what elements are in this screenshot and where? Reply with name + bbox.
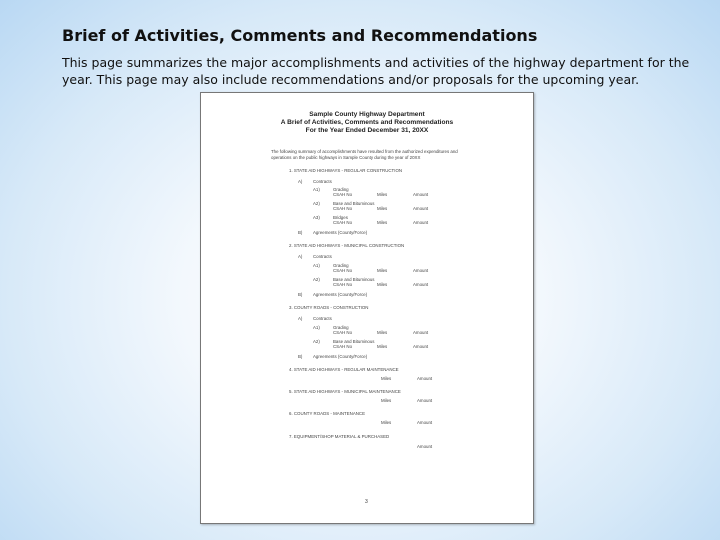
doc-s3-a1: A1) bbox=[313, 325, 320, 330]
doc-section-6: 6. COUNTY ROADS - MAINTENANCE bbox=[289, 411, 366, 416]
description-line-2: year. This page may also include recommendations and/or proposals for the upcoming year. bbox=[62, 72, 640, 87]
doc-s7-amount: Amount bbox=[417, 444, 433, 449]
doc-s1-a1-text1: Grading bbox=[333, 187, 349, 192]
doc-s3-a2: A2) bbox=[313, 339, 320, 344]
doc-s1-a2-text1: Base and Bituminous bbox=[333, 201, 375, 206]
doc-s3-contracts: Contracts bbox=[313, 316, 332, 321]
doc-s3-a1-amount: Amount bbox=[413, 330, 429, 335]
doc-s1-a3-text2: CSAH No bbox=[333, 220, 353, 225]
doc-s1-a1-amount: Amount bbox=[413, 192, 429, 197]
doc-section-5: 5. STATE AID HIGHWAYS - MUNICIPAL MAINTENANCE bbox=[289, 389, 401, 394]
doc-intro-line-1: The following summary of accomplishments have resulted from the authorized expenditures and bbox=[271, 149, 458, 154]
doc-s1-a1-miles: Miles bbox=[377, 192, 388, 197]
doc-s2-a2: A2) bbox=[313, 277, 320, 282]
doc-s3-a2-text1: Base and Bituminous bbox=[333, 339, 375, 344]
doc-s3-agreements: Agreements (County/Force) bbox=[313, 354, 368, 359]
doc-s3-a1-text1: Grading bbox=[333, 325, 349, 330]
doc-s6-miles: Miles bbox=[381, 420, 392, 425]
doc-s2-a2-text1: Base and Bituminous bbox=[333, 277, 375, 282]
doc-s6-amount: Amount bbox=[417, 420, 433, 425]
doc-s2-b: B) bbox=[298, 292, 303, 297]
doc-section-7: 7. EQUIPMENT/SHOP MATERIAL & PURCHASED bbox=[289, 434, 390, 439]
doc-s4-miles: Miles bbox=[381, 376, 392, 381]
doc-header-line-1: Sample County Highway Department bbox=[309, 111, 425, 118]
doc-s1-agreements: Agreements (County/Force) bbox=[313, 230, 368, 235]
description-line-1: This page summarizes the major accomplishments and activities of the highway department for the bbox=[62, 55, 690, 70]
doc-s1-a3: A3) bbox=[313, 215, 320, 220]
doc-s2-a: A) bbox=[298, 254, 303, 259]
doc-s1-a3-text1: Bridges bbox=[333, 215, 348, 220]
doc-s1-a2-text2: CSAH No bbox=[333, 206, 353, 211]
doc-s1-a1: A1) bbox=[313, 187, 320, 192]
doc-s3-a1-text2: CSAH No bbox=[333, 330, 353, 335]
doc-s1-a2-amount: Amount bbox=[413, 206, 429, 211]
document-page-image bbox=[200, 92, 534, 524]
doc-s2-a1-text1: Grading bbox=[333, 263, 349, 268]
doc-s1-a3-amount: Amount bbox=[413, 220, 429, 225]
doc-s1-a2-miles: Miles bbox=[377, 206, 388, 211]
doc-s2-a1: A1) bbox=[313, 263, 320, 268]
doc-section-2: 2. STATE AID HIGHWAYS - MUNICIPAL CONSTRUCTION bbox=[289, 243, 405, 248]
doc-s3-b: B) bbox=[298, 354, 303, 359]
slide-title: Brief of Activities, Comments and Recommendations bbox=[62, 26, 538, 45]
doc-s5-miles: Miles bbox=[381, 398, 392, 403]
doc-s2-a2-miles: Miles bbox=[377, 282, 388, 287]
doc-s1-b: B) bbox=[298, 230, 303, 235]
doc-section-1: 1. STATE AID HIGHWAYS - REGULAR CONSTRUCTION bbox=[289, 168, 403, 173]
doc-section-3: 3. COUNTY ROADS - CONSTRUCTION bbox=[289, 305, 369, 310]
doc-s2-a1-amount: Amount bbox=[413, 268, 429, 273]
doc-s2-agreements: Agreements (County/Force) bbox=[313, 292, 368, 297]
doc-s1-a3-miles: Miles bbox=[377, 220, 388, 225]
doc-s2-a1-text2: CSAH No bbox=[333, 268, 353, 273]
doc-s2-a2-amount: Amount bbox=[413, 282, 429, 287]
doc-s1-a: A) bbox=[298, 179, 303, 184]
doc-s4-amount: Amount bbox=[417, 376, 433, 381]
doc-s3-a: A) bbox=[298, 316, 303, 321]
doc-s3-a2-miles: Miles bbox=[377, 344, 388, 349]
doc-page-number: 3 bbox=[365, 499, 368, 505]
doc-s3-a1-miles: Miles bbox=[377, 330, 388, 335]
doc-s2-a2-text2: CSAH No bbox=[333, 282, 353, 287]
doc-s1-a2: A2) bbox=[313, 201, 320, 206]
doc-s2-contracts: Contracts bbox=[313, 254, 332, 259]
doc-s1-a1-text2: CSAH No bbox=[333, 192, 353, 197]
doc-s5-amount: Amount bbox=[417, 398, 433, 403]
doc-header-line-2: A Brief of Activities, Comments and Recommendations bbox=[280, 119, 454, 126]
doc-s3-a2-amount: Amount bbox=[413, 344, 429, 349]
doc-s2-a1-miles: Miles bbox=[377, 268, 388, 273]
doc-header-line-3: For the Year Ended December 31, 20XX bbox=[305, 127, 429, 134]
doc-s3-a2-text2: CSAH No bbox=[333, 344, 353, 349]
doc-intro-line-2: operations on the public highways in Sample County during the year of 20XX bbox=[271, 155, 421, 160]
doc-section-4: 4. STATE AID HIGHWAYS - REGULAR MAINTENANCE bbox=[289, 367, 399, 372]
doc-s1-contracts: Contracts bbox=[313, 179, 332, 184]
slide-description bbox=[62, 54, 702, 88]
